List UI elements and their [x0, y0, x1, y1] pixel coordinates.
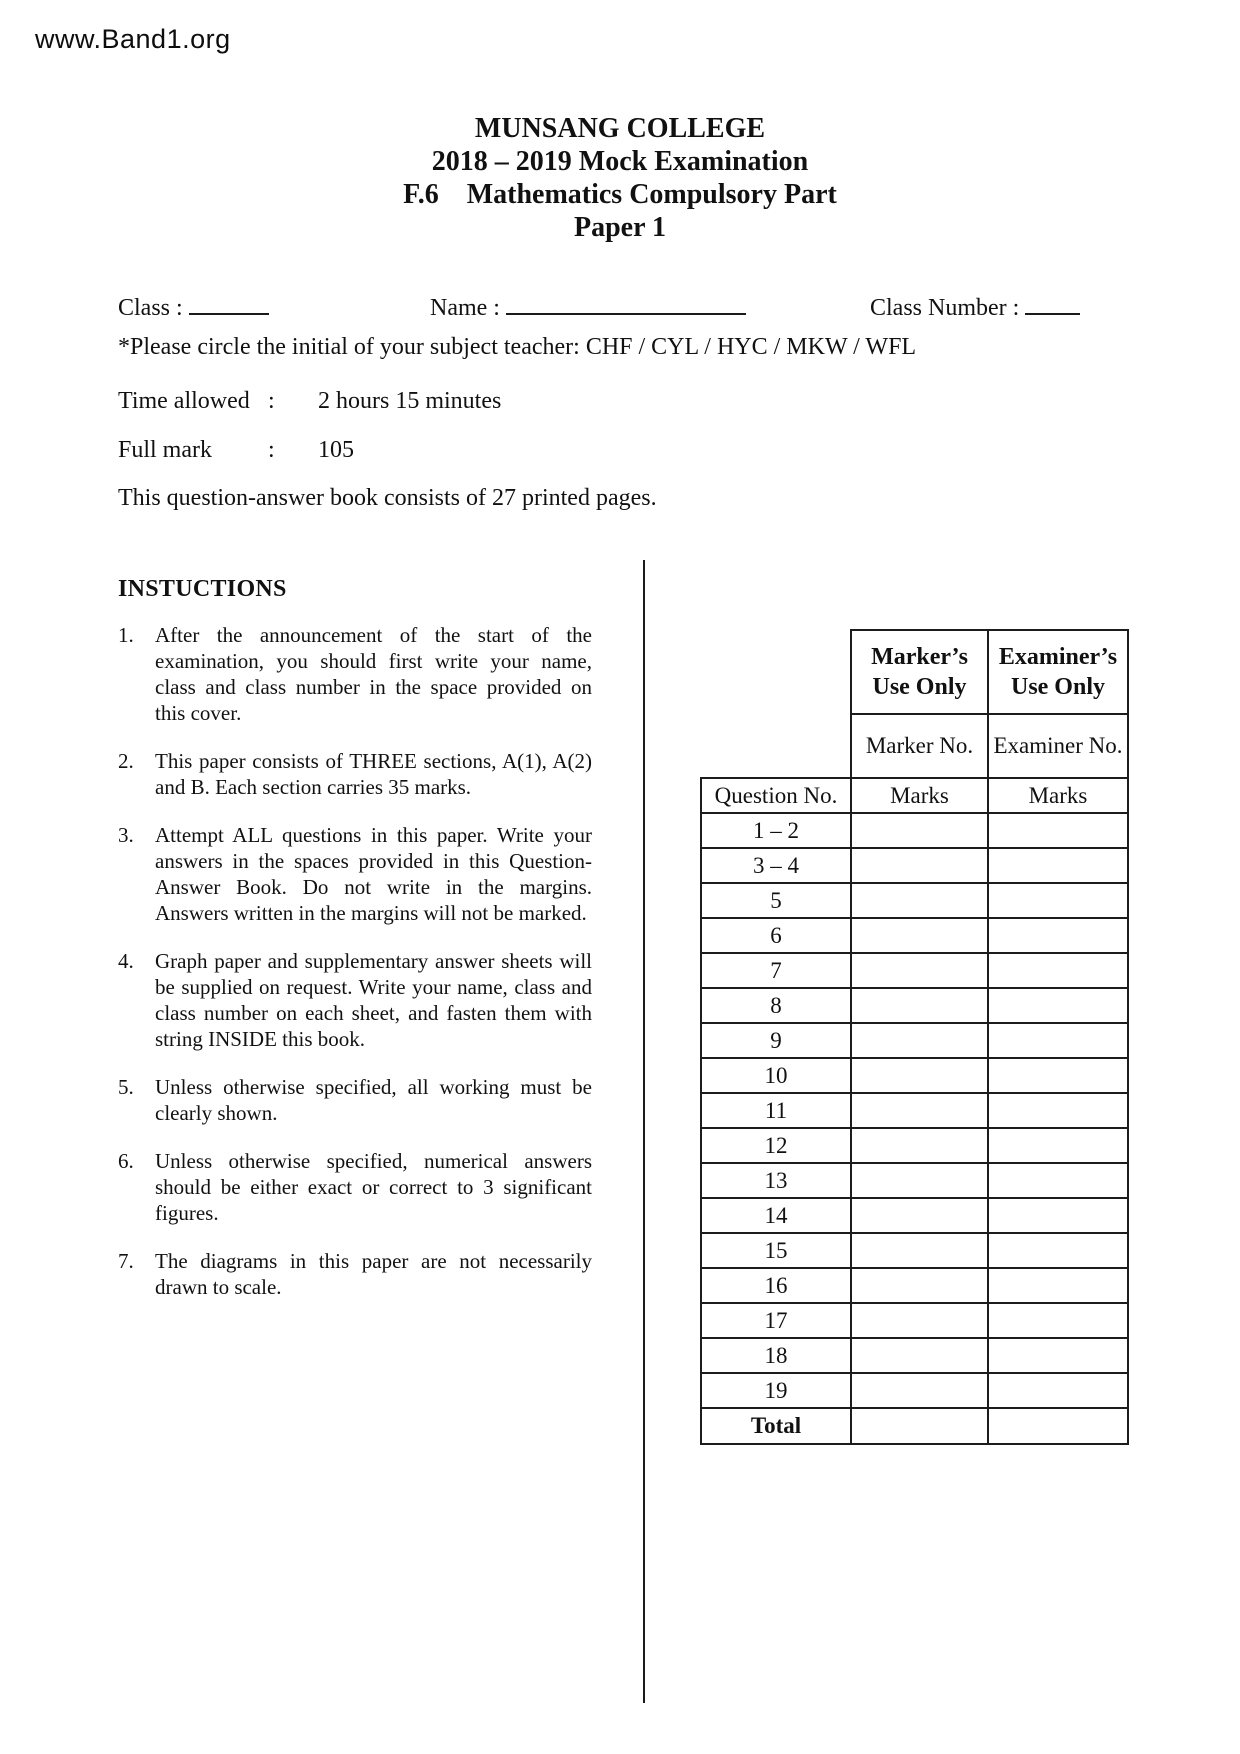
instruction-item [118, 748, 592, 800]
marker-marks-cell [851, 1058, 988, 1093]
class-field [118, 291, 269, 322]
school-name: MUNSANG COLLEGE [474, 113, 766, 144]
question-number-cell: 3 – 4 [701, 848, 851, 883]
instruction-text: Graph paper and supplementary answer sheets will be supplied on request. Write your name, class and class number on each sheet, and fasten them with string INSIDE this book. [155, 949, 592, 1051]
examiner-marks-cell [988, 1163, 1128, 1198]
total-marker-marks-cell [851, 1408, 988, 1444]
paper-number: Paper 1 [573, 212, 667, 243]
marker-marks-cell [851, 813, 988, 848]
question-number-cell: 11 [701, 1093, 851, 1128]
marks-table-row [701, 953, 1128, 988]
examiner-marks-cell [988, 918, 1128, 953]
examiner-marks-cell [988, 1198, 1128, 1233]
exam-title-block [0, 112, 1240, 244]
marker-no-header: Marker No. [851, 714, 988, 778]
instruction-item [118, 1074, 592, 1126]
marks-table-row [701, 1268, 1128, 1303]
full-mark-value: 105 [318, 437, 354, 463]
marks-table-row [701, 1373, 1128, 1408]
marker-marks-header: Marks [851, 778, 988, 813]
examiner-marks-cell [988, 883, 1128, 918]
marks-table [700, 629, 1129, 1445]
marks-table-row [701, 1163, 1128, 1198]
marks-table-row [701, 918, 1128, 953]
student-info-row [0, 291, 1240, 323]
examiners-use-only-header: Examiner’s Use Only [988, 630, 1128, 714]
instruction-number: 1. [118, 623, 134, 647]
instruction-item [118, 822, 592, 926]
instruction-text: Unless otherwise specified, all working must be clearly shown. [155, 1075, 592, 1125]
instruction-item [118, 948, 592, 1052]
instruction-text: Unless otherwise specified, numerical answers should be either exact or correct to 3 significant figures. [155, 1149, 592, 1225]
full-mark-colon: : [268, 437, 275, 463]
markers-use-only-header: Marker’s Use Only [851, 630, 988, 714]
marker-marks-cell [851, 1303, 988, 1338]
empty-corner-cell [701, 714, 851, 778]
marks-table-row [701, 1338, 1128, 1373]
question-number-cell: 13 [701, 1163, 851, 1198]
question-number-cell: 17 [701, 1303, 851, 1338]
examiner-marks-cell [988, 1128, 1128, 1163]
question-number-cell: 12 [701, 1128, 851, 1163]
instruction-number: 6. [118, 1149, 134, 1173]
question-number-cell: 15 [701, 1233, 851, 1268]
marks-table-row [701, 1198, 1128, 1233]
marks-table-body [701, 813, 1128, 1408]
question-number-cell: 7 [701, 953, 851, 988]
instruction-item [118, 622, 592, 726]
full-mark-row [118, 437, 718, 467]
total-row [701, 1408, 1128, 1444]
marks-table-row [701, 1093, 1128, 1128]
class-number-blank-line [1025, 291, 1080, 315]
examiner-marks-cell [988, 1023, 1128, 1058]
name-field [430, 291, 746, 322]
instruction-item [118, 1148, 592, 1226]
examiner-marks-cell [988, 1373, 1128, 1408]
examiner-marks-cell [988, 988, 1128, 1023]
teacher-circle-note: *Please circle the initial of your subject teacher: CHF / CYL / HYC / MKW / WFL [118, 334, 917, 360]
marks-table-row [701, 1058, 1128, 1093]
instruction-text: This paper consists of THREE sections, A(1), A(2) and B. Each section carries 35 marks. [155, 749, 592, 799]
full-mark-label: Full mark [118, 437, 212, 463]
marker-marks-cell [851, 1093, 988, 1128]
printed-pages-note: This question-answer book consists of 27 printed pages. [118, 485, 657, 511]
question-number-cell: 16 [701, 1268, 851, 1303]
class-label: Class : [118, 295, 183, 321]
question-number-cell: 9 [701, 1023, 851, 1058]
marker-marks-cell [851, 1128, 988, 1163]
question-number-cell: 10 [701, 1058, 851, 1093]
instruction-number: 4. [118, 949, 134, 973]
marks-table-row [701, 1128, 1128, 1163]
marks-table-row [701, 813, 1128, 848]
question-header-row [701, 778, 1128, 813]
marker-marks-cell [851, 883, 988, 918]
instruction-number: 2. [118, 749, 134, 773]
total-label-cell: Total [701, 1408, 851, 1444]
use-only-header-row [701, 630, 1128, 714]
question-number-cell: 14 [701, 1198, 851, 1233]
marker-marks-cell [851, 953, 988, 988]
marks-table-row [701, 848, 1128, 883]
examiner-marks-cell [988, 1268, 1128, 1303]
time-allowed-row [118, 388, 718, 418]
instruction-number: 5. [118, 1075, 134, 1099]
examiner-marks-cell [988, 1058, 1128, 1093]
marks-table-row [701, 883, 1128, 918]
marker-marks-cell [851, 1268, 988, 1303]
subject-name: F.6 Mathematics Compulsory Part [403, 179, 837, 210]
instruction-item [118, 1248, 592, 1300]
question-number-cell: 5 [701, 883, 851, 918]
exam-name: 2018 – 2019 Mock Examination [431, 146, 809, 177]
examiner-marks-cell [988, 953, 1128, 988]
examiner-marks-cell [988, 1303, 1128, 1338]
marker-marks-cell [851, 918, 988, 953]
marks-table-row [701, 1233, 1128, 1268]
examiner-marks-cell [988, 813, 1128, 848]
instruction-text: Attempt ALL questions in this paper. Write your answers in the spaces provided in this Question-Answer Book. Do not write in the margins. Answers written in the margins will not be marked. [155, 823, 592, 925]
marker-marks-cell [851, 1198, 988, 1233]
instruction-text: The diagrams in this paper are not necessarily drawn to scale. [155, 1249, 592, 1299]
examiner-marks-cell [988, 1093, 1128, 1128]
class-number-field [870, 291, 1080, 322]
site-watermark: www.Band1.org [35, 24, 231, 54]
number-header-row [701, 714, 1128, 778]
question-number-cell: 19 [701, 1373, 851, 1408]
instruction-number: 3. [118, 823, 134, 847]
marker-marks-cell [851, 1163, 988, 1198]
question-number-cell: 8 [701, 988, 851, 1023]
name-blank-line [506, 291, 746, 315]
marks-table-row [701, 1023, 1128, 1058]
marker-marks-cell [851, 1233, 988, 1268]
marks-table-row [701, 1303, 1128, 1338]
question-number-cell: 18 [701, 1338, 851, 1373]
examiner-marks-cell [988, 1338, 1128, 1373]
question-number-cell: 1 – 2 [701, 813, 851, 848]
marker-marks-cell [851, 848, 988, 883]
examiner-marks-header: Marks [988, 778, 1128, 813]
question-no-header: Question No. [701, 778, 851, 813]
examiner-marks-cell [988, 848, 1128, 883]
examiner-marks-cell [988, 1233, 1128, 1268]
class-number-label: Class Number : [870, 295, 1020, 321]
marker-marks-cell [851, 988, 988, 1023]
instruction-number: 7. [118, 1249, 134, 1273]
name-label: Name : [430, 295, 500, 321]
time-allowed-label: Time allowed [118, 388, 250, 414]
class-blank-line [189, 291, 269, 315]
time-allowed-value: 2 hours 15 minutes [318, 388, 502, 414]
empty-corner-cell [701, 630, 851, 714]
column-divider-line [643, 560, 645, 1703]
time-allowed-colon: : [268, 388, 275, 414]
marks-table-row [701, 988, 1128, 1023]
examiner-no-header: Examiner No. [988, 714, 1128, 778]
instruction-text: After the announcement of the start of the examination, you should first write your name, class and class number in the space provided on this cover. [155, 623, 592, 725]
marker-marks-cell [851, 1023, 988, 1058]
total-examiner-marks-cell [988, 1408, 1128, 1444]
marker-marks-cell [851, 1338, 988, 1373]
instructions-list [118, 622, 592, 1322]
instructions-heading: INSTUCTIONS [118, 576, 287, 602]
marker-marks-cell [851, 1373, 988, 1408]
question-number-cell: 6 [701, 918, 851, 953]
